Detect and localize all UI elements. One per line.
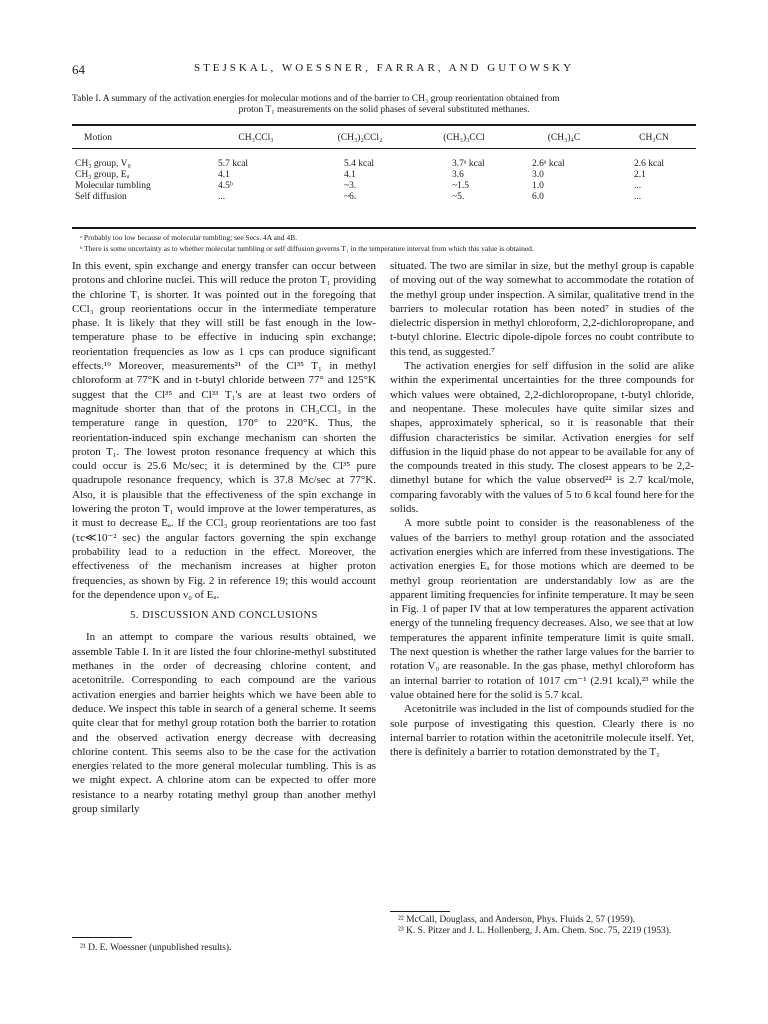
- table-cell: 3.6: [452, 170, 464, 180]
- table-cell: 6.0: [532, 192, 544, 202]
- running-head: STEJSKAL, WOESSNER, FARRAR, AND GUTOWSKY: [193, 62, 575, 74]
- body-paragraph: A more subtle point to consider is the reasonableness of the values of the barriers to methyl group rotation and the associated activation energies which are inferred from these investigations. The activation energies Eₐ for those motions which are deemed to be methyl group reorientation are understandably low as are the apparent limiting frequencies for infinite temperature. It may be seen in Fig. 1 of paper IV that at low temperatures the apparent activation energy of the tunneling frequency decreases. Also, we see that at low temperatures the apparent infinite temperature limit is quite small. The next question is whether the rather large values for the barrier to rotation V₀ are reasonable. In the gas phase, methyl chloroform has an internal barrier to rotation of 1017 cm⁻¹ (2.91 kcal),²³ while the value obtained here for the solid is 5.7 kcal.: [390, 517, 694, 701]
- table-cell: 3.7ᵃ kcal: [452, 159, 485, 169]
- body-paragraph: In an attempt to compare the various results obtained, we assemble Table I. In it are listed the four chlorine-methyl substituted methanes in the order of decreasing chlorine content, and acetonitrile. Corresponding to each compound are the various activation energies and barrier heights which we have been able to deduce. We inspect this table in search of a general scheme. It seems quite clear that for methyl group rotation both the barrier to rotation and the observed activation energy decrease with decreasing chlorine content. This seems also to be the case for the activation energies related to the more general molecular tumbling. This is as we might expect. A chlorine atom can be expected to offer more resistance to a nearby rotating methyl group than another methyl group similarly: [72, 631, 376, 815]
- table-row: [72, 159, 696, 170]
- table-bottom-rule: [72, 227, 696, 229]
- table-cell: 1.0: [532, 181, 544, 191]
- table-cell: 4.5ᵇ: [218, 181, 233, 191]
- table-cell: 2.6 kcal: [634, 159, 665, 169]
- body-paragraph: Acetonitrile was included in the list of compounds studied for the sole purpose of investigating this question. Clearly there is no internal barrier to rotation within the acetonitrile molecule itself. Yet, there is definitely a barrier to rotation demonstrated by the T₁: [390, 703, 694, 759]
- table-footnotes: [80, 232, 690, 254]
- table-header-cell: CH₃CN: [639, 133, 669, 143]
- page-header: [72, 62, 696, 78]
- summary-table: [72, 129, 696, 203]
- table-cell: 4.1: [218, 170, 230, 180]
- left-column: [72, 259, 376, 816]
- table-cell: Molecular tumbling: [75, 181, 151, 191]
- body-paragraph: The activation energies for self diffusion in the solid are alike within the experimental uncertainties for the three compounds for which values were obtained, 2,2-dichloropropane, t-butyl chloride, and neopentane. These molecules have quite similar sizes and shapes, approximately spherical, so it is reasonable that their diffusion characteristics be similar. Activation energies for self diffusion in the liquid phase do not appear to be available for any of the compounds treated in this study. The closest appears to be 2,2-dimethyl butane for which the value observed²² is 2.7 kcal/mole, comparing favorably with the values of 5 to 6 kcal found here for the solids.: [390, 360, 694, 516]
- footnote-22: ²² McCall, Douglass, and Anderson, Phys. Fluids 2, 57 (1959).: [398, 915, 636, 925]
- table-row: [72, 170, 696, 181]
- table-cell: ...: [218, 192, 226, 202]
- body-paragraph: In this event, spin exchange and energy transfer can occur between protons and chlorine nuclei. This will reduce the proton T₁ providing the chlorine T₁ is shorter. It was pointed out in the foregoing that CCl₃ group reorientations occur in the intermediate temperature phase. It is likely that they will still be fast enough in the low-temperature phase to be effective in inducing spin exchange; reorientation frequencies as low as 1 cps can produce significant effects.¹⁹ Moreover, measurements²¹ of the Cl³⁵ T₁ in methyl chloroform at 77°K and in t-butyl chloride between 77° and 125°K suggest that the Cl³⁵ and Cl³³ T₁'s are at least two orders of magnitude shorter than that of the protons in CH₃CCl₃ in the temperature range in question, 170° to 220°K. Thus, the reorientation-induced spin exchange mechanism can shorten the proton T₁. The lowest proton resonance frequency at which this could occur is 25.6 Mc/sec; it is determined by the Cl³⁵ pure quadrupole resonance frequency, which is 37.8 Mc/sec at 77°K. Also, it is plausible that the effectiveness of the spin exchange in lowering the proton T₁ would improve at the lower temperatures, as it must to decrease Eₐ. If the CCl₃ group reorientations are too fast (τc≪10⁻² sec) the angular factors governing the spin exchange probability lead to a reduction in the effect. Moreover, the effectiveness of the mechanism increases at higher proton frequencies, as shown by Fig. 2 in reference 19; this would account for the dependence upon ν₀ of Eₐ.: [72, 260, 376, 601]
- table-cell: Self diffusion: [75, 192, 127, 202]
- table-cell: 5.4 kcal: [344, 159, 375, 169]
- table-cell: ...: [634, 192, 642, 202]
- page-number: 64: [72, 62, 85, 77]
- table-caption: [72, 94, 696, 116]
- table-header-cell: (CH₃)₂CCl₂: [337, 133, 383, 143]
- table-caption-line2: proton T₁ measurements on the solid phases of several substituted methanes.: [238, 105, 530, 115]
- right-footnotes: [398, 915, 696, 937]
- table-footnote-a: ᵃ Probably too low because of molecular tumbling; see Secs. 4A and 4B.: [80, 233, 298, 242]
- table-cell: 3.0: [532, 170, 544, 180]
- table-header-cell: Motion: [84, 133, 112, 143]
- table-header-row: [72, 129, 696, 151]
- table-cell: ~5.: [452, 192, 465, 202]
- footnote-rule-right: [390, 911, 450, 912]
- footnote-rule-left: [72, 937, 132, 938]
- table-cell: 2.1: [634, 170, 646, 180]
- table-cell: ~6.: [344, 192, 357, 202]
- table-cell: CH₃ group, V₀: [75, 159, 131, 169]
- table-caption-line1: Table I. A summary of the activation energies for molecular motions and of the barrier to CH₃ group reorientation obtained from: [72, 94, 560, 104]
- body-paragraph: situated. The two are similar in size, but the methyl group is capable of moving out of the way somewhat to accommodate the rotation of the methyl group under inspection. A similar, qualitative trend in the barriers to molecular rotation has been noted⁷ in studies of the dielectric dispersion in methyl chloroform, 2,2-dichloropropane, and t-butyl chlorine. Electric dipole-dipole forces no coubt contribute to this tend, as suggested.⁷: [390, 260, 694, 358]
- table-top-rule: [72, 124, 696, 126]
- table-footnote-b: ᵇ There is some uncertainty as to whether molecular tumbling or self diffusion governs T₁ in the temperature interval from which this value is obtained.: [80, 244, 534, 253]
- footnote-23: ²³ K. S. Pitzer and J. L. Hollenberg, J. Am. Chem. Soc. 75, 2219 (1953).: [398, 926, 672, 936]
- table-cell: CH₃ group, Eₐ: [75, 170, 130, 180]
- table-row: [72, 192, 696, 203]
- table-row: [72, 181, 696, 192]
- right-column: [390, 259, 694, 759]
- left-footnote: ²¹ D. E. Woessner (unpublished results).: [80, 943, 232, 953]
- table-header-cell: CH₃CCl₃: [238, 133, 274, 143]
- table-header-cell: (CH₃)₄C: [547, 133, 581, 143]
- table-cell: 4.1: [344, 170, 356, 180]
- table-cell: ~3.: [344, 181, 357, 191]
- table-cell: ...: [634, 181, 642, 191]
- section-heading: 5. DISCUSSION AND CONCLUSIONS: [130, 610, 318, 622]
- table-cell: 5.7 kcal: [218, 159, 249, 169]
- table-cell: 2.6ᵃ kcal: [532, 159, 565, 169]
- table-cell: ~1.5: [452, 181, 470, 191]
- table-header-cell: (CH₃)₃CCl: [443, 133, 485, 143]
